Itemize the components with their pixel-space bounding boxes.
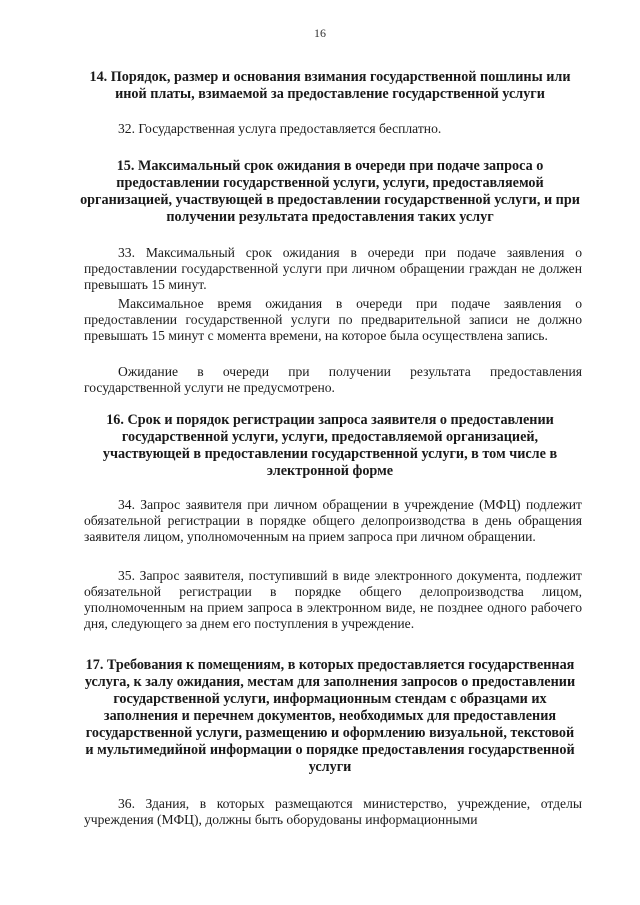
paragraph-33-no-queue-result: Ожидание в очереди при получении результата предоставления государственной услуги не предусмотрено. — [84, 364, 582, 395]
section-14-heading: 14. Порядок, размер и основания взимания государственной пошлины или иной платы, взимаемой за предоставление государственной услуги — [89, 69, 571, 102]
paragraph-36: 36. Здания, в которых размещаются министерство, учреждение, отделы учреждения (МФЦ), должны быть оборудованы информационными — [84, 796, 582, 827]
paragraph-33-max-wait-appointment: Максимальное время ожидания в очереди при подаче заявления о предоставлении государственной услуги по предварительной записи не должно превышать 15 минут с момента времени, на которое была осуществлена запись. — [84, 296, 582, 343]
paragraph-33: 33. Максимальный срок ожидания в очереди при подаче заявления о предоставлении государственной услуги при личном обращении граждан не должен превышать 15 минут. — [84, 245, 582, 292]
page-number: 16 — [314, 26, 326, 40]
paragraph-34: 34. Запрос заявителя при личном обращении в учреждение (МФЦ) подлежит обязательной регистрации в порядке общего делопроизводства в день обращения заявителя лицом, уполномоченным на прием запроса при личном обращении. — [84, 497, 582, 544]
section-15-heading: 15. Максимальный срок ожидания в очереди при подаче запроса о предоставлении государственной услуги, услуги, предоставляемой организацией, участвующей в предоставлении государственной услуги, и при получении результата предоставления таких услуг — [80, 158, 580, 225]
paragraph-32: 32. Государственная услуга предоставляется бесплатно. — [118, 121, 442, 136]
section-17-heading: 17. Требования к помещениям, в которых предоставляется государственная услуга, к залу ожидания, местам для заполнения запросов о предоставлении государственной услуги, информационным стендам с образцами их заполнения и перечнем документов, необходимых для предоставления государственной услуги, размещению и оформлению визуальной, текстовой и мультимедийной информации о порядке предоставления государственной услуги — [84, 657, 576, 775]
paragraph-35: 35. Запрос заявителя, поступивший в виде электронного документа, подлежит обязательной регистрации в порядке общего делопроизводства лицом, уполномоченным на прием запроса в электронном виде, не позднее одного рабочего дня, следующего за днем его поступления в учреждение. — [84, 568, 582, 631]
section-16-heading: 16. Срок и порядок регистрации запроса заявителя о предоставлении государственной услуги, услуги, предоставляемой организацией, участвующей в предоставлении государственной услуги, в том числе в электронной форме — [102, 412, 558, 479]
